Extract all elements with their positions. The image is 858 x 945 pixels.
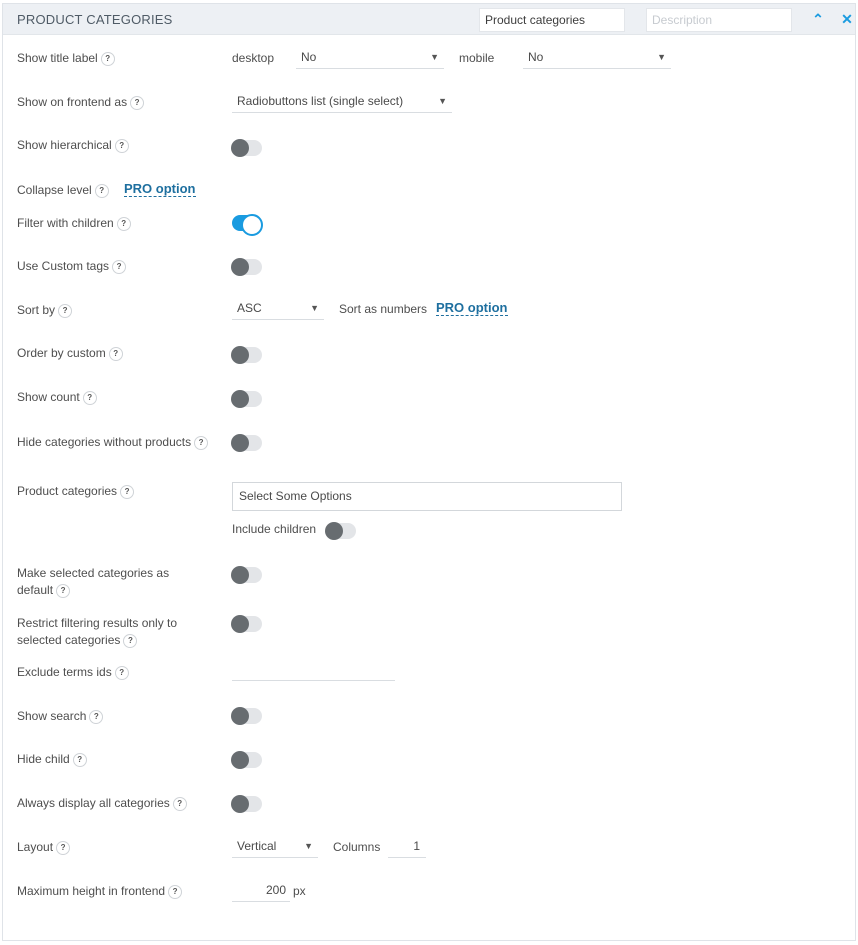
label-text: Show hierarchical [17,138,112,152]
always-display-all-label [17,795,187,812]
dropdown-arrow-icon: ▼ [310,303,319,313]
description-input[interactable] [646,8,792,32]
show-count-toggle[interactable] [232,391,262,407]
label-text: Show title label [17,51,98,65]
close-icon[interactable]: ✕ [841,11,853,27]
show-on-frontend-label [17,94,144,111]
label-text: Collapse level [17,183,92,197]
hide-child-label [17,751,87,768]
label-text: Show search [17,709,87,723]
include-children-label: Include children [232,522,317,536]
exclude-terms-label [17,664,129,681]
layout-value: Vertical [237,839,277,853]
label-text: Make selected categories as default [17,566,170,597]
sort-as-numbers-label: Sort as numbers [339,302,428,316]
help-icon[interactable]: ? [194,436,208,450]
chevron-up-icon[interactable]: ⌃ [812,11,824,27]
help-icon[interactable]: ? [115,666,129,680]
panel-header [3,4,855,35]
mobile-label: mobile [459,51,495,65]
desktop-select[interactable] [296,47,444,69]
collapse-level-label [17,182,109,199]
make-selected-default-label [17,565,192,599]
label-text: Order by custom [17,346,106,360]
use-custom-tags-toggle[interactable] [232,259,262,275]
sort-by-label [17,302,72,319]
help-icon[interactable]: ? [101,52,115,66]
desktop-select-value: No [301,50,317,64]
sort-by-select[interactable] [232,298,324,320]
help-icon[interactable]: ? [112,260,126,274]
desktop-label: desktop [232,51,275,65]
sort-as-numbers-pro-link[interactable]: PRO option [436,300,508,315]
always-display-all-toggle[interactable] [232,796,262,812]
label-text: Restrict filtering results only to selected categories [17,616,178,647]
max-height-input[interactable]: 200 [232,880,290,902]
show-hierarchical-label [17,137,129,154]
label-text: Hide child [17,752,70,766]
label-text: Layout [17,840,54,854]
product-categories-multiselect[interactable]: Select Some Options [232,482,622,511]
help-icon[interactable]: ? [95,184,109,198]
columns-input[interactable]: 1 [388,836,426,858]
filter-with-children-label [17,215,131,232]
product-categories-panel [2,3,856,941]
mobile-select[interactable] [523,47,671,69]
layout-label [17,839,70,856]
hide-categories-toggle[interactable] [232,435,262,451]
layout-select[interactable] [232,836,318,858]
max-height-label [17,883,182,900]
show-count-label [17,389,97,406]
panel-title: PRODUCT CATEGORIES [17,12,173,27]
product-categories-label [17,483,134,500]
help-icon[interactable]: ? [109,347,123,361]
exclude-terms-input[interactable] [232,659,395,681]
show-search-label [17,708,103,725]
label-text: Use Custom tags [17,259,110,273]
label-text: Exclude terms ids [17,665,112,679]
show-title-label-label [17,50,115,67]
restrict-filtering-toggle[interactable] [232,616,262,632]
help-icon[interactable]: ? [56,584,70,598]
dropdown-arrow-icon: ▼ [430,52,439,62]
label-text: Hide categories without products [17,435,192,449]
sort-by-value: ASC [237,301,262,315]
dropdown-arrow-icon: ▼ [304,841,313,851]
label-text: Product categories [17,484,118,498]
label-text: Show on frontend as [17,95,128,109]
order-by-custom-toggle[interactable] [232,347,262,363]
help-icon[interactable]: ? [56,841,70,855]
help-icon[interactable]: ? [173,797,187,811]
mobile-select-value: No [528,50,544,64]
help-icon[interactable]: ? [120,485,134,499]
title-input[interactable] [479,8,625,32]
help-icon[interactable]: ? [130,96,144,110]
collapse-level-pro-link[interactable]: PRO option [124,181,196,196]
hide-categories-label [17,434,217,451]
help-icon[interactable]: ? [168,885,182,899]
label-text: Always display all categories [17,796,170,810]
help-icon[interactable]: ? [58,304,72,318]
restrict-filtering-label [17,615,202,649]
columns-label: Columns [333,840,381,854]
show-search-toggle[interactable] [232,708,262,724]
dropdown-arrow-icon: ▼ [438,96,447,106]
help-icon[interactable]: ? [117,217,131,231]
label-text: Maximum height in frontend [17,884,166,898]
frontend-type-select[interactable] [232,91,452,113]
order-by-custom-label [17,345,123,362]
dropdown-arrow-icon: ▼ [657,52,666,62]
help-icon[interactable]: ? [83,391,97,405]
show-hierarchical-toggle[interactable] [232,140,262,156]
help-icon[interactable]: ? [123,634,137,648]
label-text: Filter with children [17,216,114,230]
help-icon[interactable]: ? [73,753,87,767]
help-icon[interactable]: ? [115,139,129,153]
use-custom-tags-label [17,258,126,275]
make-selected-default-toggle[interactable] [232,567,262,583]
frontend-type-value: Radiobuttons list (single select) [237,94,404,108]
hide-child-toggle[interactable] [232,752,262,768]
filter-with-children-toggle[interactable] [232,215,262,231]
label-text: Show count [17,390,80,404]
max-height-unit: px [293,884,306,898]
label-text: Sort by [17,303,56,317]
include-children-toggle[interactable] [326,523,356,539]
help-icon[interactable]: ? [89,710,103,724]
